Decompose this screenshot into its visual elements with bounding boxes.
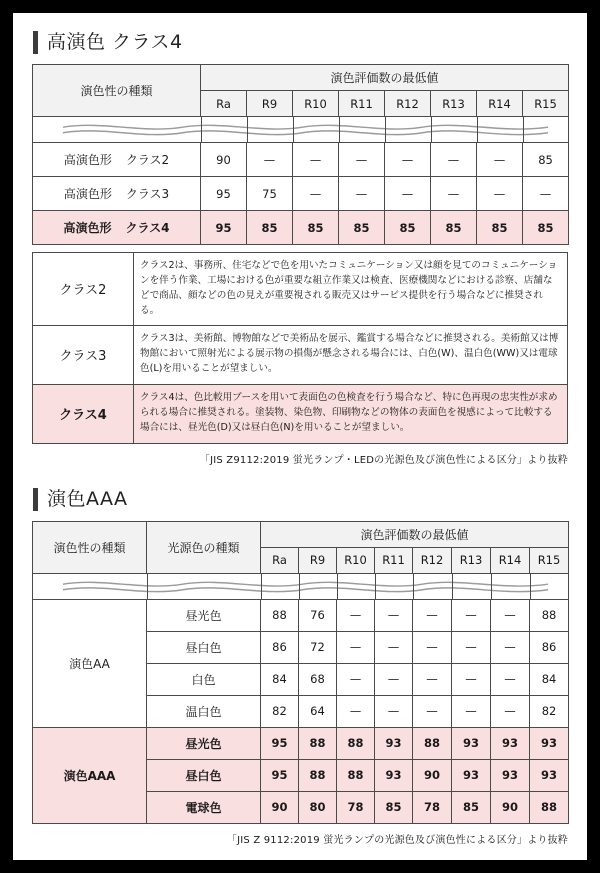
cell-r10: 88 — [337, 759, 375, 791]
row-label-class2 — [33, 143, 201, 177]
heading-accent-bar — [33, 488, 38, 511]
row-label-class: クラス2 — [125, 153, 170, 167]
section-heading-2 — [33, 488, 568, 511]
description-text: クラス3は、美術館、博物館などで美術品を展示、鑑賞する場合などに推奨される。美術館又は博物館において照射光による展示物の損傷が懸念される場合には、白色(W)、温白色(WW)又は電球色(L)を用いることが望ましい。 — [134, 326, 568, 385]
cell-r15: 84 — [530, 663, 569, 695]
cell-r11: — — [375, 663, 413, 695]
cell-r12: — — [413, 599, 452, 631]
cell-r14: 93 — [491, 759, 530, 791]
cell-r12: — — [413, 631, 452, 663]
cell-r14: 85 — [477, 211, 523, 245]
cell-r14: — — [491, 599, 530, 631]
cell-r15: 85 — [523, 143, 569, 177]
class4-table — [32, 64, 569, 245]
header-min-value-group: 演色評価数の最低値 — [261, 521, 569, 547]
cell-r9: 68 — [299, 663, 337, 695]
cell-r15: 88 — [530, 791, 569, 823]
header-r14: R14 — [491, 547, 530, 573]
cell-r12: 90 — [413, 759, 452, 791]
description-text: クラス2は、事務所、住宅などで色を用いたコミュニケーション又は顔を見てのコミュニケーションを伴う作業、工場における色が重要な組立作業又は検査、医療機関などにおける診察、店舗などで商品、顔などの色の見えが重要視される販売又はサービス提供を行う場合などに推奨される。 — [134, 253, 568, 326]
cell-ra: 90 — [261, 791, 299, 823]
header-species: 演色性の種類 — [33, 65, 201, 117]
cell-ra: 95 — [261, 727, 299, 759]
cell-r14: — — [477, 177, 523, 211]
citation-2: 「JIS Z 9112:2019 蛍光ランプの光源色及び演色性による区分」より抜粋 — [226, 834, 568, 846]
cell-r13: 85 — [452, 791, 491, 823]
omission-break-row — [33, 573, 569, 599]
header-r11: R11 — [375, 547, 413, 573]
cell-source-color: 電球色 — [147, 791, 261, 823]
cell-r9: — — [247, 143, 293, 177]
header-r12: R12 — [413, 547, 452, 573]
header-r15: R15 — [530, 547, 569, 573]
cell-ra: 95 — [201, 177, 247, 211]
header-r9: R9 — [247, 91, 293, 117]
cell-r13: — — [431, 143, 477, 177]
header-min-value-group: 演色評価数の最低値 — [201, 65, 569, 91]
cell-r10: — — [337, 695, 375, 727]
cell-r15: 85 — [523, 211, 569, 245]
cell-r12: 88 — [413, 727, 452, 759]
row-label-class4 — [33, 211, 201, 245]
cell-r10: 85 — [293, 211, 339, 245]
row-label-class: クラス3 — [125, 187, 170, 201]
cell-r13: — — [452, 663, 491, 695]
cell-r10: — — [337, 631, 375, 663]
cell-r12: — — [385, 177, 431, 211]
cell-r11: — — [339, 177, 385, 211]
cell-source-color: 昼白色 — [147, 759, 261, 791]
row-label-kind: 高演色形 — [63, 187, 112, 201]
cell-r13: — — [452, 631, 491, 663]
table-row-highlighted — [33, 211, 569, 245]
cell-r11: — — [375, 631, 413, 663]
header-r13: R13 — [452, 547, 491, 573]
header-r10: R10 — [293, 91, 339, 117]
cell-r10: — — [337, 599, 375, 631]
cell-r9: 88 — [299, 759, 337, 791]
cell-r12: 85 — [385, 211, 431, 245]
cell-r9: 85 — [247, 211, 293, 245]
header-r14: R14 — [477, 91, 523, 117]
table-header-row — [33, 65, 569, 91]
table-header-row — [33, 521, 569, 547]
cell-r15: 88 — [530, 599, 569, 631]
cell-r11: 93 — [375, 727, 413, 759]
group-label-aa: 演色AA — [33, 599, 147, 727]
header-species: 演色性の種類 — [33, 521, 147, 573]
section-title-2: 演色AAA — [47, 487, 128, 510]
description-text: クラス4は、色比較用ブースを用いて表面色の色検査を行う場合など、特に色再現の忠実性が求められる場合に推奨される。塗装物、染色物、印刷物などの物体の表面色を視感によって比較する場合には、昼光色(D)又は昼白色(N)を用いることが望ましい。 — [134, 385, 568, 444]
cell-r13: 85 — [431, 211, 477, 245]
cell-r12: 78 — [413, 791, 452, 823]
aaa-table — [32, 521, 569, 824]
cell-ra: 82 — [261, 695, 299, 727]
cell-r11: — — [339, 143, 385, 177]
wavy-omission-line-icon — [33, 573, 569, 599]
header-r13: R13 — [431, 91, 477, 117]
citation-1: 「JIS Z9112:2019 蛍光ランプ・LEDの光源色及び演色性による区分」より抜粋 — [199, 454, 568, 466]
cell-r11: 85 — [339, 211, 385, 245]
document-page — [13, 13, 587, 860]
cell-r14: 93 — [491, 727, 530, 759]
cell-r13: — — [431, 177, 477, 211]
header-ra: Ra — [261, 547, 299, 573]
description-key: クラス4 — [33, 385, 134, 444]
table-row — [33, 599, 569, 631]
wavy-omission-line-icon — [33, 117, 569, 143]
row-label-class: クラス4 — [125, 221, 170, 235]
header-source-color: 光源色の種類 — [147, 521, 261, 573]
section-title-1: 高演色 クラス4 — [47, 31, 183, 53]
cell-r14: — — [491, 631, 530, 663]
cell-ra: 90 — [201, 143, 247, 177]
cell-r13: 93 — [452, 759, 491, 791]
cell-r9: 72 — [299, 631, 337, 663]
cell-r15: 93 — [530, 759, 569, 791]
description-key: クラス3 — [33, 326, 134, 385]
cell-r13: — — [452, 695, 491, 727]
cell-r12: — — [413, 695, 452, 727]
cell-r15: 86 — [530, 631, 569, 663]
table-row — [33, 177, 569, 211]
omission-break-row — [33, 117, 569, 143]
cell-r14: — — [477, 143, 523, 177]
row-label-class3 — [33, 177, 201, 211]
header-r10: R10 — [337, 547, 375, 573]
description-row-class2 — [33, 253, 568, 326]
cell-r15: — — [523, 177, 569, 211]
cell-r10: — — [337, 663, 375, 695]
cell-source-color: 昼光色 — [147, 599, 261, 631]
table-row — [33, 143, 569, 177]
cell-r11: 93 — [375, 759, 413, 791]
cell-r11: 85 — [375, 791, 413, 823]
row-label-kind: 高演色形 — [63, 221, 112, 235]
cell-r10: — — [293, 177, 339, 211]
cell-r11: — — [375, 695, 413, 727]
header-r11: R11 — [339, 91, 385, 117]
cell-ra: 95 — [261, 759, 299, 791]
cell-r9: 80 — [299, 791, 337, 823]
cell-r10: — — [293, 143, 339, 177]
cell-r9: 75 — [247, 177, 293, 211]
cell-ra: 84 — [261, 663, 299, 695]
cell-r9: 76 — [299, 599, 337, 631]
cell-r9: 64 — [299, 695, 337, 727]
header-ra: Ra — [201, 91, 247, 117]
cell-source-color: 昼白色 — [147, 631, 261, 663]
description-row-class3 — [33, 326, 568, 385]
description-row-class4 — [33, 385, 568, 444]
cell-source-color: 温白色 — [147, 695, 261, 727]
row-label-kind: 高演色形 — [63, 153, 112, 167]
cell-r14: 90 — [491, 791, 530, 823]
description-key: クラス2 — [33, 253, 134, 326]
cell-source-color: 白色 — [147, 663, 261, 695]
cell-source-color: 昼光色 — [147, 727, 261, 759]
class-description-table — [32, 252, 568, 444]
cell-ra: 86 — [261, 631, 299, 663]
cell-r14: — — [491, 663, 530, 695]
cell-r13: — — [452, 599, 491, 631]
section-heading-1 — [33, 31, 568, 54]
table-row-highlighted — [33, 727, 569, 759]
cell-r10: 78 — [337, 791, 375, 823]
group-label-aaa: 演色AAA — [33, 727, 147, 823]
header-r15: R15 — [523, 91, 569, 117]
header-r9: R9 — [299, 547, 337, 573]
cell-r13: 93 — [452, 727, 491, 759]
cell-r12: — — [413, 663, 452, 695]
cell-r15: 93 — [530, 727, 569, 759]
cell-r9: 88 — [299, 727, 337, 759]
cell-r10: 88 — [337, 727, 375, 759]
cell-r11: — — [375, 599, 413, 631]
cell-r12: — — [385, 143, 431, 177]
cell-r15: 82 — [530, 695, 569, 727]
cell-ra: 88 — [261, 599, 299, 631]
heading-accent-bar — [33, 31, 38, 54]
cell-ra: 95 — [201, 211, 247, 245]
cell-r14: — — [491, 695, 530, 727]
header-r12: R12 — [385, 91, 431, 117]
